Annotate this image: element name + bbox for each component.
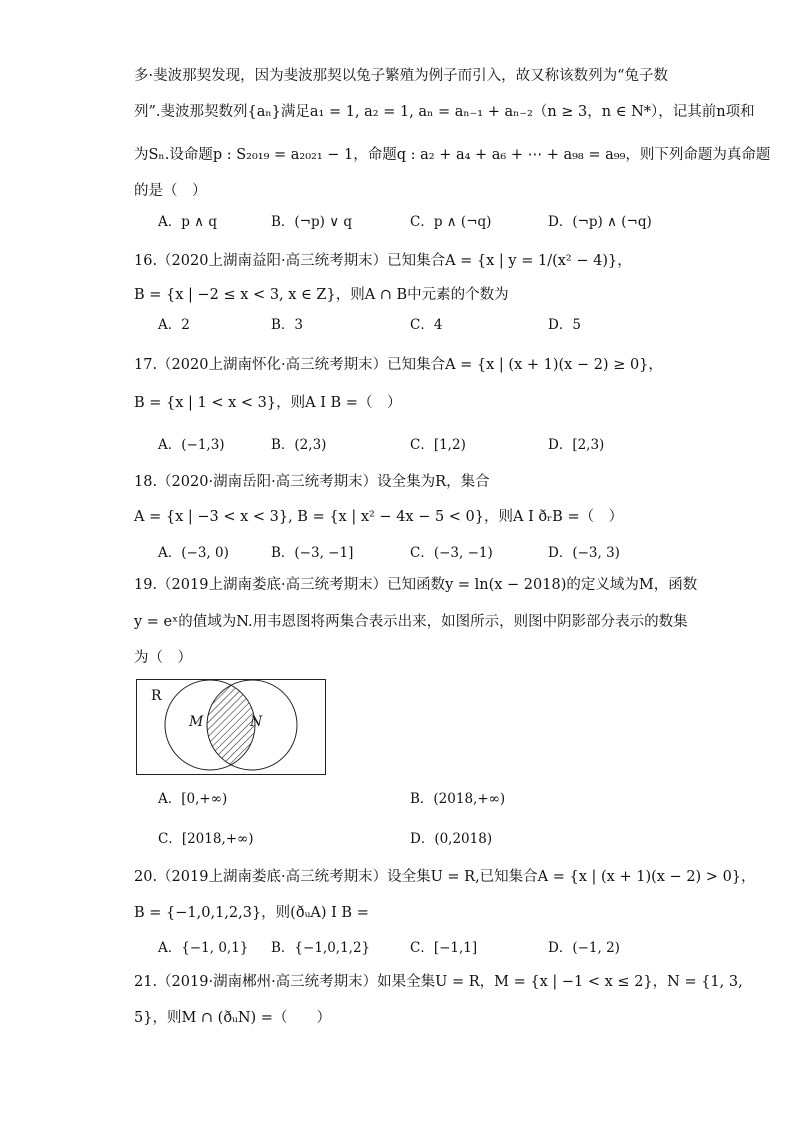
- q17-text-line-1: 17.（2020上湖南怀化·高三统考期末）已知集合A = {x | (x + 1)(x − 2) ≥ 0}，: [134, 357, 663, 373]
- q18-option-a: A．(−3, 0): [158, 545, 229, 561]
- q17-option-d: D．[2,3): [548, 437, 605, 453]
- q15-option-b: B．(¬p) ∨ q: [271, 214, 353, 230]
- q20-option-b: B．{−1,0,1,2}: [271, 940, 371, 956]
- q15-option-a: A．p ∧ q: [158, 214, 217, 230]
- q19-text-line-2: y = eˣ的值域为N.用韦恩图将两集合表示出来，如图所示，则图中阴影部分表示的数集: [134, 614, 688, 630]
- q16-option-c: C．4: [410, 317, 443, 333]
- q17-option-b: B．(2,3): [271, 437, 327, 453]
- q17-option-c: C．[1,2): [410, 437, 466, 453]
- venn-diagram: [136, 679, 326, 775]
- q18-text-line-1: 18.（2020·湖南岳阳·高三统考期末）设全集为R，集合: [134, 474, 490, 490]
- q19-text-line-1: 19.（2019上湖南娄底·高三统考期末）已知函数y = ln(x − 2018)的定义域为M，函数: [134, 577, 698, 593]
- q21-text-line-2: 5}，则M ∩ (ðᵤN) =（ ）: [134, 1010, 331, 1026]
- q18-option-c: C．(−3, −1): [410, 545, 493, 561]
- venn-set-n-label: N: [250, 714, 263, 730]
- q16-option-a: A．2: [158, 317, 190, 333]
- q21-text-line-1: 21.（2019·湖南郴州·高三统考期末）如果全集U = R，M = {x | −1 < x ≤ 2}，N = {1, 3,: [134, 974, 743, 990]
- q19-option-a: A．[0,+∞): [158, 791, 228, 807]
- q15-option-d: D．(¬p) ∧ (¬q): [548, 214, 652, 230]
- q19-text-line-3: 为（ ）: [134, 650, 192, 666]
- q16-option-d: D．5: [548, 317, 581, 333]
- q15-text-line-3: 为Sₙ.设命题p : S₂₀₁₉ = a₂₀₂₁ − 1，命题q : a₂ + a₄ + a₆ + ⋯ + a₉₈ = a₉₉，则下列命题为真命题: [134, 147, 771, 163]
- q20-option-a: A．{−1, 0,1}: [158, 940, 249, 956]
- q19-option-b: B．(2018,+∞): [410, 791, 506, 807]
- q17-text-line-2: B = {x | 1 < x < 3}，则A I B =（ ）: [134, 395, 402, 411]
- q20-option-c: C．[−1,1]: [410, 940, 478, 956]
- venn-set-m-label: M: [189, 714, 204, 730]
- q15-option-c: C．p ∧ (¬q): [410, 214, 492, 230]
- q20-text-line-1: 20.（2019上湖南娄底·高三统考期末）设全集U = R,已知集合A = {x | (x + 1)(x − 2) > 0}，: [134, 869, 756, 885]
- q17-option-a: A．(−1,3): [158, 437, 225, 453]
- q20-option-d: D．(−1, 2): [548, 940, 620, 956]
- q16-text-line-1: 16.（2020上湖南益阳·高三统考期末）已知集合A = {x | y = 1/(x² − 4)}，: [134, 253, 632, 269]
- q18-option-b: B．(−3, −1]: [271, 545, 354, 561]
- q15-text-line-4: 的是（ ）: [134, 183, 207, 199]
- q19-option-d: D．(0,2018): [410, 831, 493, 847]
- q16-text-line-2: B = {x | −2 ≤ x < 3, x ∈ Z}，则A ∩ B中元素的个数为: [134, 287, 509, 303]
- q18-option-d: D．(−3, 3): [548, 545, 620, 561]
- q15-text-line-2: 列”.斐波那契数列{aₙ}满足a₁ = 1, a₂ = 1, aₙ = aₙ₋₁ + aₙ₋₂（n ≥ 3，n ∈ N*），记其前n项和: [134, 104, 755, 120]
- q18-text-line-2: A = {x | −3 < x < 3}, B = {x | x² − 4x − 5 < 0}，则A I ðᵣB =（ ）: [134, 509, 624, 525]
- q15-text-line-1: 多·斐波那契发现，因为斐波那契以兔子繁殖为例子而引入，故又称该数列为“兔子数: [134, 68, 669, 84]
- venn-universe-label: R: [151, 688, 162, 704]
- venn-graphic: [137, 680, 325, 774]
- q19-option-c: C．[2018,+∞): [158, 831, 254, 847]
- q20-text-line-2: B = {−1,0,1,2,3}，则(ðᵤA) I B =: [134, 905, 369, 921]
- q16-option-b: B．3: [271, 317, 304, 333]
